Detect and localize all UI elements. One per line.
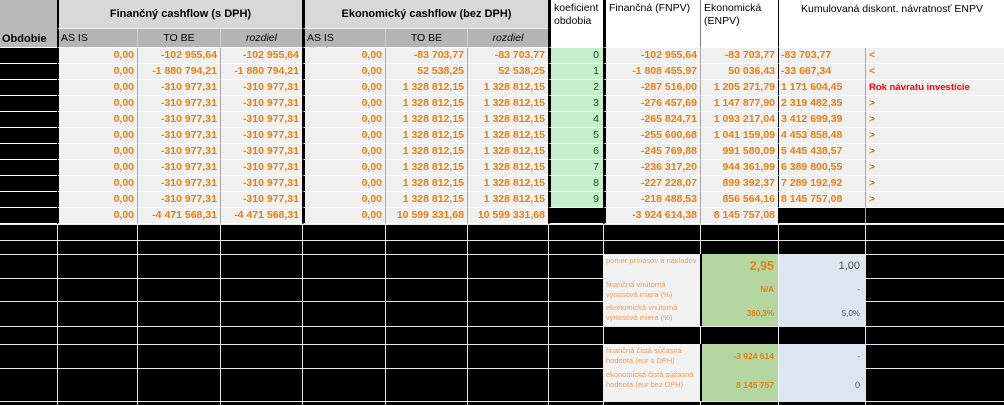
cell-fin-rozdiel-r0[interactable]: -102 955,64 bbox=[220, 48, 302, 64]
cell-fin-to-be-r9[interactable]: -310 977,31 bbox=[137, 192, 220, 208]
cell-eko-rozdiel-total[interactable]: 10 599 331,68 bbox=[467, 208, 548, 224]
cell-koef-r9[interactable]: 9 bbox=[548, 192, 603, 208]
cell-period-r7 bbox=[0, 160, 57, 176]
header-eko-to-be[interactable]: TO BE bbox=[385, 29, 467, 48]
cell-fin-rozdiel-r2[interactable]: -310 977,31 bbox=[220, 80, 302, 96]
cell-fin-as-is-r4[interactable]: 0,00 bbox=[57, 112, 137, 128]
metric-blue-fin-irr[interactable]: - bbox=[778, 278, 865, 301]
cell-koef-total bbox=[548, 208, 603, 224]
cell-fin-as-is-r3[interactable]: 0,00 bbox=[57, 96, 137, 112]
metric-blue-eko-irr[interactable]: 5,0% bbox=[778, 301, 865, 326]
cell-period-r5 bbox=[0, 128, 57, 144]
gridline-horizontal bbox=[0, 401, 1004, 402]
cell-eko-as-is-r3[interactable]: 0,00 bbox=[302, 96, 385, 112]
cell-eko-to-be-r2[interactable]: 1 328 812,15 bbox=[385, 80, 467, 96]
cell-fin-rozdiel-r8[interactable]: -310 977,31 bbox=[220, 176, 302, 192]
cell-eko-to-be-r4[interactable]: 1 328 812,15 bbox=[385, 112, 467, 128]
cell-eko-to-be-r3[interactable]: 1 328 812,15 bbox=[385, 96, 467, 112]
table-row-r2 bbox=[0, 80, 1004, 96]
cell-indikator-r1[interactable]: < bbox=[865, 64, 1004, 80]
cell-indikator-r0[interactable]: < bbox=[865, 48, 1004, 64]
gridline-vertical bbox=[467, 224, 468, 405]
cell-kumul-total bbox=[778, 208, 865, 224]
table-row-r7 bbox=[0, 160, 1004, 176]
cell-fin-as-is-r7[interactable]: 0,00 bbox=[57, 160, 137, 176]
metric-green-fin-irr[interactable]: N/A bbox=[700, 278, 778, 301]
cell-indikator-r4[interactable]: > bbox=[865, 112, 1004, 128]
cell-eko-rozdiel-r6[interactable]: 1 328 812,15 bbox=[467, 144, 548, 160]
cell-kumul-r1[interactable]: -33 667,34 bbox=[778, 64, 865, 80]
metric-blue-pomer[interactable]: 1,00 bbox=[778, 254, 865, 278]
table-row-r3 bbox=[0, 96, 1004, 112]
table-row-total bbox=[0, 208, 1004, 224]
cell-eko-as-is-total[interactable]: 0,00 bbox=[302, 208, 385, 224]
table-row-r4 bbox=[0, 112, 1004, 128]
cell-kumul-r2[interactable]: 1 171 604,45 bbox=[778, 80, 865, 96]
cell-fin-rozdiel-r7[interactable]: -310 977,31 bbox=[220, 160, 302, 176]
cell-fin-rozdiel-r1[interactable]: -1 880 794,21 bbox=[220, 64, 302, 80]
cell-period-r0 bbox=[0, 48, 57, 64]
cell-koef-r6[interactable]: 6 bbox=[548, 144, 603, 160]
header-fnpv[interactable]: Finančná (FNPV) bbox=[603, 0, 700, 48]
cell-indikator-r3[interactable]: > bbox=[865, 96, 1004, 112]
gridline-vertical bbox=[548, 224, 549, 405]
metric-label-fnpv-total[interactable]: finančná čistá súčasná hodnota (eur s DPH) bbox=[603, 344, 700, 368]
cell-enpv-r8[interactable]: 899 392,37 bbox=[700, 176, 778, 192]
cell-kumul-r8[interactable]: 7 289 192,92 bbox=[778, 176, 865, 192]
cell-period-r3 bbox=[0, 96, 57, 112]
cell-fin-as-is-r9[interactable]: 0,00 bbox=[57, 192, 137, 208]
header-fin-cashflow[interactable]: Finančný cashflow (s DPH) bbox=[57, 0, 302, 29]
cell-koef-r0[interactable]: 0 bbox=[548, 48, 603, 64]
cell-indikator-r8[interactable]: > bbox=[865, 176, 1004, 192]
cell-fnpv-r1[interactable]: -1 808 455,97 bbox=[603, 64, 700, 80]
cell-fin-to-be-r0[interactable]: -102 955,64 bbox=[137, 48, 220, 64]
cell-koef-r4[interactable]: 4 bbox=[548, 112, 603, 128]
cell-indikator-r2[interactable]: Rok návratu investície bbox=[865, 80, 1004, 96]
header-koeficient[interactable]: koeficient obdobia bbox=[548, 0, 603, 48]
cell-eko-to-be-r0[interactable]: -83 703,77 bbox=[385, 48, 467, 64]
cell-fin-rozdiel-r3[interactable]: -310 977,31 bbox=[220, 96, 302, 112]
cell-kumul-r3[interactable]: 2 319 482,35 bbox=[778, 96, 865, 112]
cell-eko-to-be-r7[interactable]: 1 328 812,15 bbox=[385, 160, 467, 176]
cell-eko-rozdiel-r0[interactable]: -83 703,77 bbox=[467, 48, 548, 64]
cell-fin-to-be-r2[interactable]: -310 977,31 bbox=[137, 80, 220, 96]
table-row-r6 bbox=[0, 144, 1004, 160]
cell-enpv-r0[interactable]: -83 703,77 bbox=[700, 48, 778, 64]
cell-fin-to-be-total[interactable]: -4 471 568,31 bbox=[137, 208, 220, 224]
gridline-horizontal bbox=[0, 224, 1004, 225]
header-fin-to-be[interactable]: TO BE bbox=[137, 29, 220, 48]
cell-eko-to-be-r1[interactable]: 52 538,25 bbox=[385, 64, 467, 80]
cell-eko-rozdiel-r1[interactable]: 52 538,25 bbox=[467, 64, 548, 80]
cell-koef-r8[interactable]: 8 bbox=[548, 176, 603, 192]
cell-fin-to-be-r4[interactable]: -310 977,31 bbox=[137, 112, 220, 128]
metric-label-enpv-total[interactable]: ekonomická čistá súčasná hodnota (eur bez DPH) bbox=[603, 368, 700, 401]
cell-period-r2 bbox=[0, 80, 57, 96]
cell-enpv-r6[interactable]: 991 580,09 bbox=[700, 144, 778, 160]
cell-enpv-total[interactable]: 8 145 757,08 bbox=[700, 208, 778, 224]
table-row-r1 bbox=[0, 64, 1004, 80]
cell-fnpv-r5[interactable]: -255 600,68 bbox=[603, 128, 700, 144]
header-kumulovana[interactable]: Kumulovaná diskont. návratnosť ENPV bbox=[778, 0, 1004, 48]
cell-koef-r5[interactable]: 5 bbox=[548, 128, 603, 144]
cell-period-r4 bbox=[0, 112, 57, 128]
cell-koef-r7[interactable]: 7 bbox=[548, 160, 603, 176]
metric-blue-enpv-total[interactable]: 0 bbox=[778, 368, 865, 401]
cell-eko-as-is-r7[interactable]: 0,00 bbox=[302, 160, 385, 176]
cell-enpv-r2[interactable]: 1 205 271,79 bbox=[700, 80, 778, 96]
header-eko-rozdiel[interactable]: rozdiel bbox=[467, 29, 548, 48]
cell-eko-as-is-r8[interactable]: 0,00 bbox=[302, 176, 385, 192]
header-obdobie[interactable]: Obdobie bbox=[0, 0, 57, 48]
cell-period-r6 bbox=[0, 144, 57, 160]
cell-indikator-total bbox=[865, 208, 1004, 224]
header-eko-as-is[interactable]: AS IS bbox=[302, 29, 385, 48]
header-fin-rozdiel[interactable]: rozdiel bbox=[220, 29, 302, 48]
table-row-r0 bbox=[0, 48, 1004, 64]
cell-fnpv-r8[interactable]: -227 228,07 bbox=[603, 176, 700, 192]
cell-eko-as-is-r6[interactable]: 0,00 bbox=[302, 144, 385, 160]
cell-fnpv-r3[interactable]: -276 457,69 bbox=[603, 96, 700, 112]
cell-eko-to-be-r5[interactable]: 1 328 812,15 bbox=[385, 128, 467, 144]
gridline-vertical bbox=[137, 224, 138, 405]
gridline-vertical bbox=[385, 224, 386, 405]
metric-green-eko-irr[interactable]: 380,3% bbox=[700, 301, 778, 326]
cell-eko-as-is-r4[interactable]: 0,00 bbox=[302, 112, 385, 128]
metric-label-fin-irr[interactable]: finančná vnútorná výnosová miera (%) bbox=[603, 278, 700, 301]
header-fin-as-is[interactable]: AS IS bbox=[57, 29, 137, 48]
cell-fin-as-is-r0[interactable]: 0,00 bbox=[57, 48, 137, 64]
cell-enpv-r3[interactable]: 1 147 877,90 bbox=[700, 96, 778, 112]
cell-kumul-r4[interactable]: 3 412 699,39 bbox=[778, 112, 865, 128]
cell-eko-to-be-r8[interactable]: 1 328 812,15 bbox=[385, 176, 467, 192]
cell-kumul-r7[interactable]: 6 389 800,55 bbox=[778, 160, 865, 176]
cell-indikator-r7[interactable]: > bbox=[865, 160, 1004, 176]
cell-fin-as-is-total[interactable]: 0,00 bbox=[57, 208, 137, 224]
gridline-vertical bbox=[220, 224, 221, 405]
cell-eko-as-is-r1[interactable]: 0,00 bbox=[302, 64, 385, 80]
header-enpv[interactable]: Ekonomická (ENPV) bbox=[700, 0, 778, 48]
metric-green-pomer[interactable]: 2,95 bbox=[700, 254, 778, 278]
cell-fin-rozdiel-total[interactable]: -4 471 568,31 bbox=[220, 208, 302, 224]
cell-eko-to-be-r9[interactable]: 1 328 812,15 bbox=[385, 192, 467, 208]
table-row-r5 bbox=[0, 128, 1004, 144]
cell-fin-rozdiel-r4[interactable]: -310 977,31 bbox=[220, 112, 302, 128]
cell-eko-rozdiel-r3[interactable]: 1 328 812,15 bbox=[467, 96, 548, 112]
cell-fnpv-r7[interactable]: -236 317,20 bbox=[603, 160, 700, 176]
cell-fnpv-r0[interactable]: -102 955,64 bbox=[603, 48, 700, 64]
cell-fnpv-r6[interactable]: -245 769,88 bbox=[603, 144, 700, 160]
cell-fin-rozdiel-r6[interactable]: -310 977,31 bbox=[220, 144, 302, 160]
metric-green-fnpv-total[interactable]: -3 924 614 bbox=[700, 344, 778, 368]
cell-koef-r1[interactable]: 1 bbox=[548, 64, 603, 80]
table-row-r9 bbox=[0, 192, 1004, 208]
cell-eko-to-be-r6[interactable]: 1 328 812,15 bbox=[385, 144, 467, 160]
cell-enpv-r1[interactable]: 50 036,43 bbox=[700, 64, 778, 80]
cell-koef-r2[interactable]: 2 bbox=[548, 80, 603, 96]
cell-fin-as-is-r5[interactable]: 0,00 bbox=[57, 128, 137, 144]
cell-kumul-r0[interactable]: -83 703,77 bbox=[778, 48, 865, 64]
cell-eko-rozdiel-r8[interactable]: 1 328 812,15 bbox=[467, 176, 548, 192]
cell-eko-rozdiel-r9[interactable]: 1 328 812,15 bbox=[467, 192, 548, 208]
cell-period-total bbox=[0, 208, 57, 224]
table-row-r8 bbox=[0, 176, 1004, 192]
cell-eko-as-is-r5[interactable]: 0,00 bbox=[302, 128, 385, 144]
cell-koef-r3[interactable]: 3 bbox=[548, 96, 603, 112]
gridline-vertical bbox=[865, 224, 866, 405]
cell-enpv-r4[interactable]: 1 093 217,04 bbox=[700, 112, 778, 128]
cell-fin-rozdiel-r9[interactable]: -310 977,31 bbox=[220, 192, 302, 208]
metric-label-pomer[interactable]: pomer prínosov a nákladov bbox=[603, 254, 700, 278]
metric-label-eko-irr[interactable]: ekonomická vnútorná výnosová miera (%) bbox=[603, 301, 700, 326]
cell-enpv-r9[interactable]: 856 564,16 bbox=[700, 192, 778, 208]
cell-kumul-r5[interactable]: 4 453 858,48 bbox=[778, 128, 865, 144]
cell-fin-to-be-r3[interactable]: -310 977,31 bbox=[137, 96, 220, 112]
cell-kumul-r9[interactable]: 8 145 757,08 bbox=[778, 192, 865, 208]
cell-fin-as-is-r1[interactable]: 0,00 bbox=[57, 64, 137, 80]
cell-fnpv-total[interactable]: -3 924 614,38 bbox=[603, 208, 700, 224]
cell-enpv-r7[interactable]: 944 361,99 bbox=[700, 160, 778, 176]
cell-fin-as-is-r2[interactable]: 0,00 bbox=[57, 80, 137, 96]
cell-eko-to-be-total[interactable]: 10 599 331,68 bbox=[385, 208, 467, 224]
cell-indikator-r6[interactable]: > bbox=[865, 144, 1004, 160]
cell-fin-as-is-r6[interactable]: 0,00 bbox=[57, 144, 137, 160]
cell-eko-rozdiel-r2[interactable]: 1 328 812,15 bbox=[467, 80, 548, 96]
cell-eko-rozdiel-r4[interactable]: 1 328 812,15 bbox=[467, 112, 548, 128]
cell-fin-to-be-r6[interactable]: -310 977,31 bbox=[137, 144, 220, 160]
cell-fin-rozdiel-r5[interactable]: -310 977,31 bbox=[220, 128, 302, 144]
cell-eko-as-is-r9[interactable]: 0,00 bbox=[302, 192, 385, 208]
gridline-vertical bbox=[302, 224, 303, 405]
cell-fin-to-be-r7[interactable]: -310 977,31 bbox=[137, 160, 220, 176]
cell-fin-to-be-r5[interactable]: -310 977,31 bbox=[137, 128, 220, 144]
cell-fnpv-r2[interactable]: -287 516,00 bbox=[603, 80, 700, 96]
cell-fnpv-r4[interactable]: -265 824,71 bbox=[603, 112, 700, 128]
gridline-vertical bbox=[57, 224, 58, 405]
cell-indikator-r9[interactable]: > bbox=[865, 192, 1004, 208]
cell-eko-rozdiel-r5[interactable]: 1 328 812,15 bbox=[467, 128, 548, 144]
cell-fnpv-r9[interactable]: -218 488,53 bbox=[603, 192, 700, 208]
cell-fin-to-be-r1[interactable]: -1 880 794,21 bbox=[137, 64, 220, 80]
gridline-horizontal bbox=[0, 326, 1004, 327]
header-eko-cashflow[interactable]: Ekonomický cashflow (bez DPH) bbox=[302, 0, 548, 29]
cell-enpv-r5[interactable]: 1 041 159,09 bbox=[700, 128, 778, 144]
cell-period-r9 bbox=[0, 192, 57, 208]
cell-fin-to-be-r8[interactable]: -310 977,31 bbox=[137, 176, 220, 192]
metric-green-enpv-total[interactable]: 8 145 757 bbox=[700, 368, 778, 401]
cell-eko-as-is-r2[interactable]: 0,00 bbox=[302, 80, 385, 96]
cell-period-r8 bbox=[0, 176, 57, 192]
cell-fin-as-is-r8[interactable]: 0,00 bbox=[57, 176, 137, 192]
metric-blue-fnpv-total[interactable]: - bbox=[778, 344, 865, 368]
cell-period-r1 bbox=[0, 64, 57, 80]
cell-indikator-r5[interactable]: > bbox=[865, 128, 1004, 144]
cell-eko-as-is-r0[interactable]: 0,00 bbox=[302, 48, 385, 64]
cell-kumul-r6[interactable]: 5 445 438,57 bbox=[778, 144, 865, 160]
cell-eko-rozdiel-r7[interactable]: 1 328 812,15 bbox=[467, 160, 548, 176]
gridline-horizontal bbox=[0, 240, 1004, 241]
